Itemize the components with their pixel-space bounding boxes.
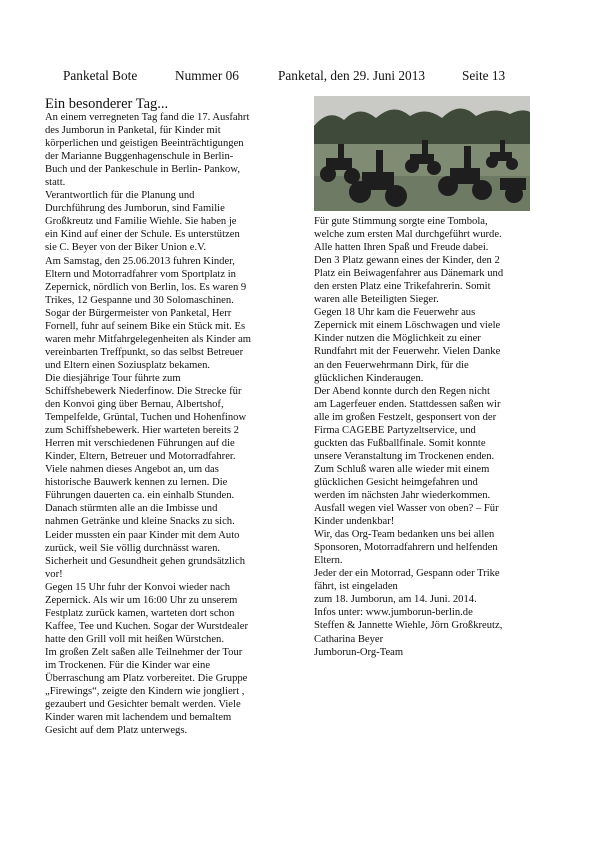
text-line: waren mehr Mitfahrgelegenheiten als Kinder am (45, 333, 252, 345)
text-line: Zepernick mit einem Löschwagen und viele (314, 320, 501, 332)
text-line: „Firewings“, zeigte den Kindern wie jongliert , (45, 686, 245, 698)
text-line: welche zum ersten Mal durchgeführt wurde. (314, 229, 502, 241)
page-header (0, 68, 595, 84)
text-line: den ersten Platz eine Trikefahrerin. Somit (314, 281, 491, 293)
text-line: gezaubert und Gesichter bemalt werden. Viele (45, 699, 241, 711)
text-line: guckten das Fußballfinale. Somit konnte (314, 437, 486, 449)
text-line: Zepernick, nördlich von Berlin, los. Es waren 9 (45, 281, 247, 293)
article-title: Ein besonderer Tag... (45, 96, 169, 112)
text-line: körperlichen und geistigen Beeinträchtigungen (45, 138, 244, 150)
text-line: zum Schiffshebewerk. Hier warteten bereits 2 (45, 425, 239, 437)
text-line: zum 18. Jumborun, am 14. Juni. 2014. (314, 594, 477, 606)
text-line: Fornell, fuhr auf seinem Bike ein Stück mit. Es (45, 320, 246, 332)
dateline: Panketal, den 29. Juni 2013 (278, 68, 425, 83)
text-line: Viele nahmen dieses Angebot an, um das (45, 464, 219, 476)
text-line: Danach stürmten alle an die Imbisse und (45, 503, 218, 515)
text-line: Den 3 Platz gewann eines der Kinder, den 2 (314, 255, 500, 267)
text-line: Gesicht auf dem Platz unterwegs. (45, 725, 188, 737)
text-line: Die diesjährige Tour führte zum (45, 372, 181, 384)
text-line: Herren mit verschiedenen Führungen auf die (45, 438, 235, 450)
text-line: Ausfall wegen viel Wasser von oben? – Für (314, 503, 499, 515)
text-line: Tempelfelde, Grüntal, Tuchen und Hohenfinow (45, 412, 247, 424)
text-line: Rundfahrt mit der Feuerwehr. Vielen Danke (314, 346, 501, 358)
text-line: Gegen 18 Uhr kam die Feuerwehr aus (314, 307, 476, 319)
text-line: Buch und der Pankeschule in Berlin- Pankow, (45, 164, 240, 176)
text-line: nahmen Getränke und kleine Snacks zu sich. (45, 516, 235, 528)
text-line: am Lagerfeuer enden. Stattdessen saßen wir (314, 398, 501, 410)
text-line: Festplatz zurück kamen, warteten dort schon (45, 607, 235, 619)
text-line: Zepernick. Als wir um 16:00 Uhr zu unserem (45, 594, 238, 606)
text-line: unsere Veranstaltung im Trockenen enden. (314, 450, 495, 462)
text-line: Für gute Stimmung sorgte eine Tombola, (314, 216, 488, 227)
text-line: Im großen Zelt saßen alle Teilnehmer der Tour (45, 646, 243, 658)
text-line: Am Samstag, den 25.06.2013 fuhren Kinder, (45, 255, 235, 267)
text-line: ein Kind auf einer der Schule. Es unterstützen (45, 229, 240, 241)
text-line: Sponsoren, Motorradfahrern und helfenden (314, 542, 498, 554)
text-line: Kinder nutzen die Möglichkeit zu einer (314, 333, 481, 345)
text-line: Der Abend konnte durch den Regen nicht (314, 385, 490, 397)
text-line: alle im großen Festzelt, gesponsert von der (314, 411, 497, 423)
text-line: Trikes, 12 Gespanne und 30 Solomaschinen. (45, 294, 234, 306)
text-line: Infos unter: www.jumborun-berlin.de (314, 607, 473, 619)
text-line: Firma CAGEBE Partyzeltservice, und (314, 424, 476, 436)
text-line: Jeder der ein Motorrad, Gespann oder Trike (314, 568, 500, 580)
text-line: Kinder waren mit lachendem und bemaltem (45, 712, 232, 724)
text-line: glücklichen Gesicht heimgefahren und (314, 476, 478, 488)
text-line: An einem verregneten Tag fand die 17. Ausfahrt (45, 112, 250, 123)
text-line: sie C. Beyer von der Biker Union e.V. (45, 242, 207, 254)
text-line: statt. (45, 177, 66, 189)
text-line: Leider mussten ein paar Kinder mit dem Auto (45, 529, 240, 541)
text-line: Zum Schluß waren alle wieder mit einem (314, 463, 490, 475)
text-line: den Konvoi ging über Bernau, Albertshof, (45, 399, 224, 411)
article-right-column (314, 215, 503, 659)
text-line: Catharina Beyer (314, 633, 384, 645)
text-line: glücklichen Kinderaugen. (314, 372, 424, 384)
text-line: Wir, das Org-Team bedanken uns bei allen (314, 529, 495, 541)
text-line: Sogar der Bürgermeister von Panketal, Herr (45, 307, 232, 319)
issue-number: Nummer 06 (175, 68, 239, 83)
text-line: Verantwortlich für die Planung und (45, 190, 195, 202)
motorcycle-photo (314, 96, 530, 211)
text-line: werden im nächsten Jahr wiederkommen. (314, 489, 491, 501)
text-line: waren alle Beteiligten Sieger. (314, 294, 439, 306)
text-line: im Trockenen. Für die Kinder war eine (45, 659, 211, 671)
page-number: Seite 13 (462, 68, 506, 83)
text-line: Steffen & Jannette Wiehle, Jörn Großkreutz, (314, 620, 503, 632)
text-line: Großkreutz und Familie Wiehle. Sie haben je (45, 216, 237, 228)
text-line: Überraschung am Platz vorbereitet. Die Gruppe (45, 673, 248, 685)
text-line: und Eltern einen Soziusplatz bekamen. (45, 359, 211, 371)
text-line: Schiffshebewerk Niederfinow. Die Strecke für (45, 385, 242, 397)
text-line: vor! (45, 568, 63, 580)
text-line: Eltern und Motorradfahrer vom Sportplatz in (45, 268, 236, 280)
text-line: Kinder, Eltern, Betreuer und Motorradfahrer. (45, 451, 236, 463)
text-line: Führungen dauerten ca. ein einhalb Stunden. (45, 490, 235, 502)
text-line: hatte den Grill voll mit heißen Würstchen. (45, 633, 224, 645)
text-line: der Marianne Buggenhagenschule in Berlin- (45, 151, 234, 163)
publication-name: Panketal Bote (63, 68, 138, 83)
text-line: historische Bauwerk kennen zu lernen. Die (45, 477, 228, 489)
text-line: Alle hatten Ihren Spaß und Freude dabei. (314, 242, 489, 254)
text-line: Kaffee, Tee und Kuchen. Sogar der Wurstdealer (45, 620, 248, 632)
text-line: Gegen 15 Uhr fuhr der Konvoi wieder nach (45, 581, 231, 593)
text-line: zurück, weil Sie völlig durchnässt waren. (45, 542, 221, 554)
text-line: Eltern. (314, 555, 343, 567)
text-line: Sicherheit und Gesundheit gehen grundsätzlich (45, 555, 246, 567)
text-line: Jumborun-Org-Team (314, 646, 404, 658)
text-line: Platz ein Beiwagenfahrer aus Dänemark und (314, 268, 504, 280)
text-line: fährt, ist eingeladen (314, 581, 398, 593)
article-left-column (45, 111, 251, 737)
text-line: vereinbarten Treffpunkt, so das selbst Betreuer (45, 346, 244, 358)
text-line: des Jumborun in Panketal, für Kinder mit (45, 125, 221, 137)
text-line: Kinder undenkbar! (314, 516, 395, 528)
text-line: an den Feuerwehrmann Dirk, für die (314, 359, 469, 371)
text-line: Durchführung des Jumborun, sind Familie (45, 203, 225, 215)
